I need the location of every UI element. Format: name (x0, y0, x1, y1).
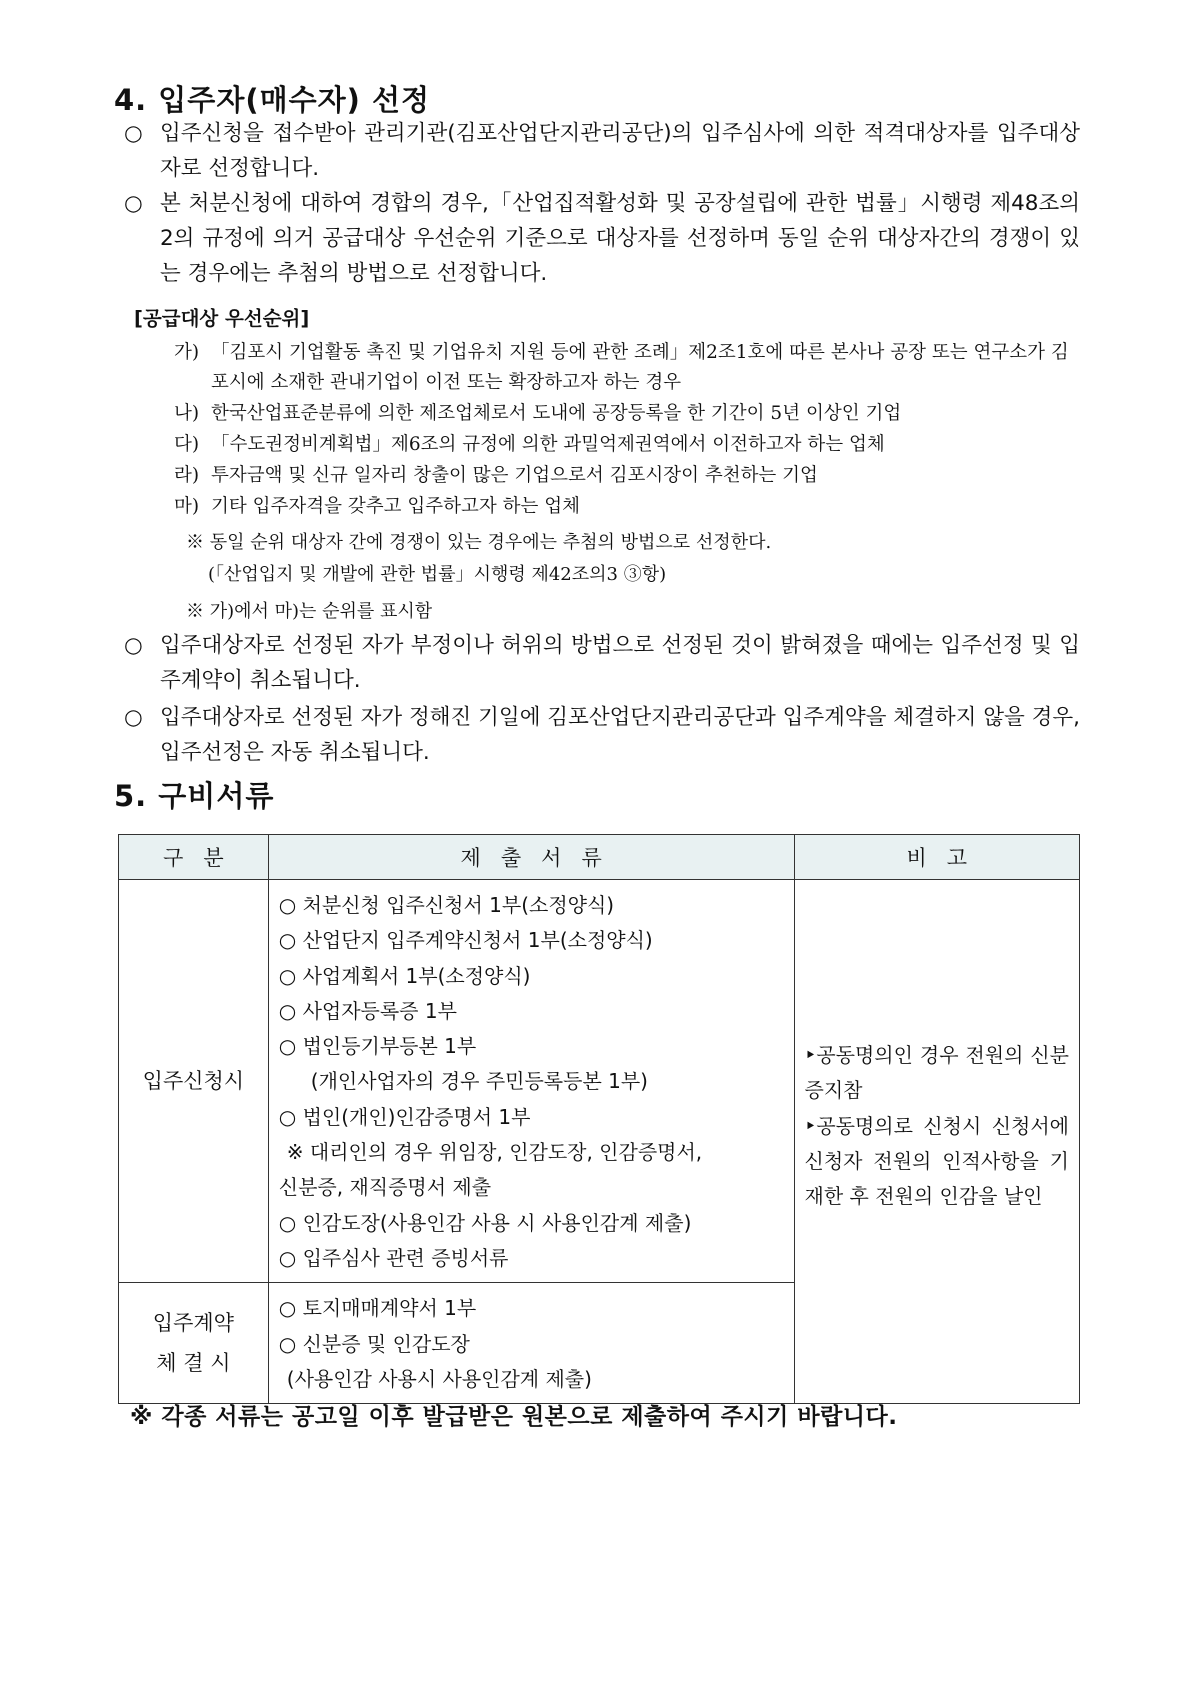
priority-mark: 나) (174, 403, 200, 424)
priority-order-note: ※ 가)에서 마)는 순위를 표시함 (186, 601, 433, 622)
header-remarks: 비 고 (794, 835, 1079, 880)
document-item: (개인사업자의 경우 주민등록등본 1부) (310, 1069, 648, 1094)
priority-text: 기타 입주자격을 갖추고 입주하고자 하는 업체 (211, 496, 580, 517)
bullet-text: 입주대상자로 선정된 자가 정해진 기일에 김포산업단지관리공단과 입주계약을 체결하지 않을 경우, 입주선정은 자동 취소됩니다. (160, 705, 1080, 765)
document-item: ※ 대리인의 경우 위임장, 인감도장, 인감증명서, (286, 1140, 703, 1165)
priority-item (174, 492, 1080, 522)
priority-item (174, 461, 1080, 491)
priority-text: 한국산업표준분류에 의한 제조업체로서 도내에 공장등록을 한 기간이 5년 이상인 기업 (211, 403, 902, 424)
document-item: ○ 산업단지 입주계약신청서 1부(소정양식) (278, 928, 653, 953)
remark-item: ‣공동명의로 신청시 신청서에 신청자 전원의 인적사항을 기재한 후 전원의 인감을 날인 (804, 1113, 1069, 1209)
bullet-item (124, 186, 1080, 291)
document-item: ○ 처분신청 입주신청서 1부(소정양식) (278, 893, 615, 917)
circle-bullet-icon: ○ (124, 191, 143, 216)
category-contract (119, 1283, 269, 1404)
priority-item (174, 338, 1080, 398)
remark-item: ‣공동명의인 경우 전원의 신분증지참 (804, 1043, 1069, 1103)
category-application: 입주신청시 (119, 880, 269, 1283)
documents-contract (268, 1283, 794, 1404)
circle-bullet-icon: ○ (124, 121, 143, 146)
bullet-text: 본 처분신청에 대하여 경합의 경우,「산업집적활성화 및 공장설립에 관한 법률」시행령 제48조의2의 규정에 의거 공급대상 우선순위 기준으로 대상자를 선정하며 동일 순위 대상자간의 경쟁이 있는 경우에는 추첨의 방법으로 선정합니다. (160, 191, 1080, 286)
document-item: 신분증, 재직증명서 제출 (278, 1175, 492, 1200)
category-contract-line: 체 결 시 (156, 1351, 231, 1376)
circle-bullet-icon: ○ (124, 633, 143, 658)
header-documents: 제 출 서 류 (268, 835, 794, 880)
documents-application (268, 880, 794, 1283)
priority-item (174, 430, 1080, 460)
document-item: (사용인감 사용시 사용인감계 제출) (286, 1366, 592, 1391)
header-category: 구 분 (119, 835, 269, 880)
priority-text: 「김포시 기업활동 촉진 및 기업유치 지원 등에 관한 조례」제2조1호에 따른 본사나 공장 또는 연구소가 김포시에 소재한 관내기업이 이전 또는 확장하고자 하는 경우 (211, 342, 1069, 393)
priority-mark: 다) (174, 434, 200, 455)
document-item: ○ 입주심사 관련 증빙서류 (278, 1245, 509, 1270)
priority-text: 「수도권정비계획법」제6조의 규정에 의한 과밀억제권역에서 이전하고자 하는 업체 (211, 434, 885, 455)
priority-mark: 라) (174, 465, 200, 486)
priority-text: 투자금액 및 신규 일자리 창출이 많은 기업으로서 김포시장이 추천하는 기업 (211, 465, 818, 486)
priority-note-reference: (「산업입지 및 개발에 관한 법률」시행령 제42조의3 ③항) (208, 564, 667, 585)
document-item: ○ 사업계획서 1부(소정양식) (278, 963, 531, 988)
bullet-text: 입주신청을 접수받아 관리기관(김포산업단지관리공단)의 입주심사에 의한 적격대상자를 입주대상자로 선정합니다. (160, 121, 1080, 181)
bullet-item (124, 628, 1080, 698)
table-header-row (119, 835, 1080, 880)
bullet-item (124, 116, 1080, 186)
priority-title: [공급대상 우선순위] (134, 307, 310, 330)
bullet-item (124, 700, 1080, 770)
document-item: ○ 토지매매계약서 1부 (278, 1296, 477, 1321)
document-item: ○ 법인등기부등본 1부 (278, 1034, 477, 1059)
category-contract-line: 입주계약 (152, 1311, 234, 1336)
priority-mark: 마) (174, 496, 200, 517)
required-documents-table (118, 834, 1080, 1404)
document-item: ○ 신분증 및 인감도장 (278, 1331, 470, 1356)
priority-item (174, 399, 1080, 429)
section-4-title: 4. 입주자(매수자) 선정 (114, 83, 431, 117)
footer-note: ※ 각종 서류는 공고일 이후 발급받은 원본으로 제출하여 주시기 바랍니다. (130, 1404, 898, 1430)
circle-bullet-icon: ○ (124, 705, 143, 730)
section-5-title: 5. 구비서류 (114, 779, 275, 813)
document-item: ○ 사업자등록증 1부 (278, 998, 457, 1023)
document-item: ○ 인감도장(사용인감 사용 시 사용인감계 제출) (278, 1210, 692, 1235)
table-row (119, 880, 1080, 1283)
priority-note: ※ 동일 순위 대상자 간에 경쟁이 있는 경우에는 추첨의 방법으로 선정한다. (186, 532, 772, 553)
bullet-text: 입주대상자로 선정된 자가 부정이나 허위의 방법으로 선정된 것이 밝혀졌을 때에는 입주선정 및 입주계약이 취소됩니다. (160, 633, 1080, 693)
remarks-cell (794, 880, 1079, 1404)
priority-mark: 가) (174, 342, 200, 363)
document-item: ○ 법인(개인)인감증명서 1부 (278, 1104, 531, 1129)
